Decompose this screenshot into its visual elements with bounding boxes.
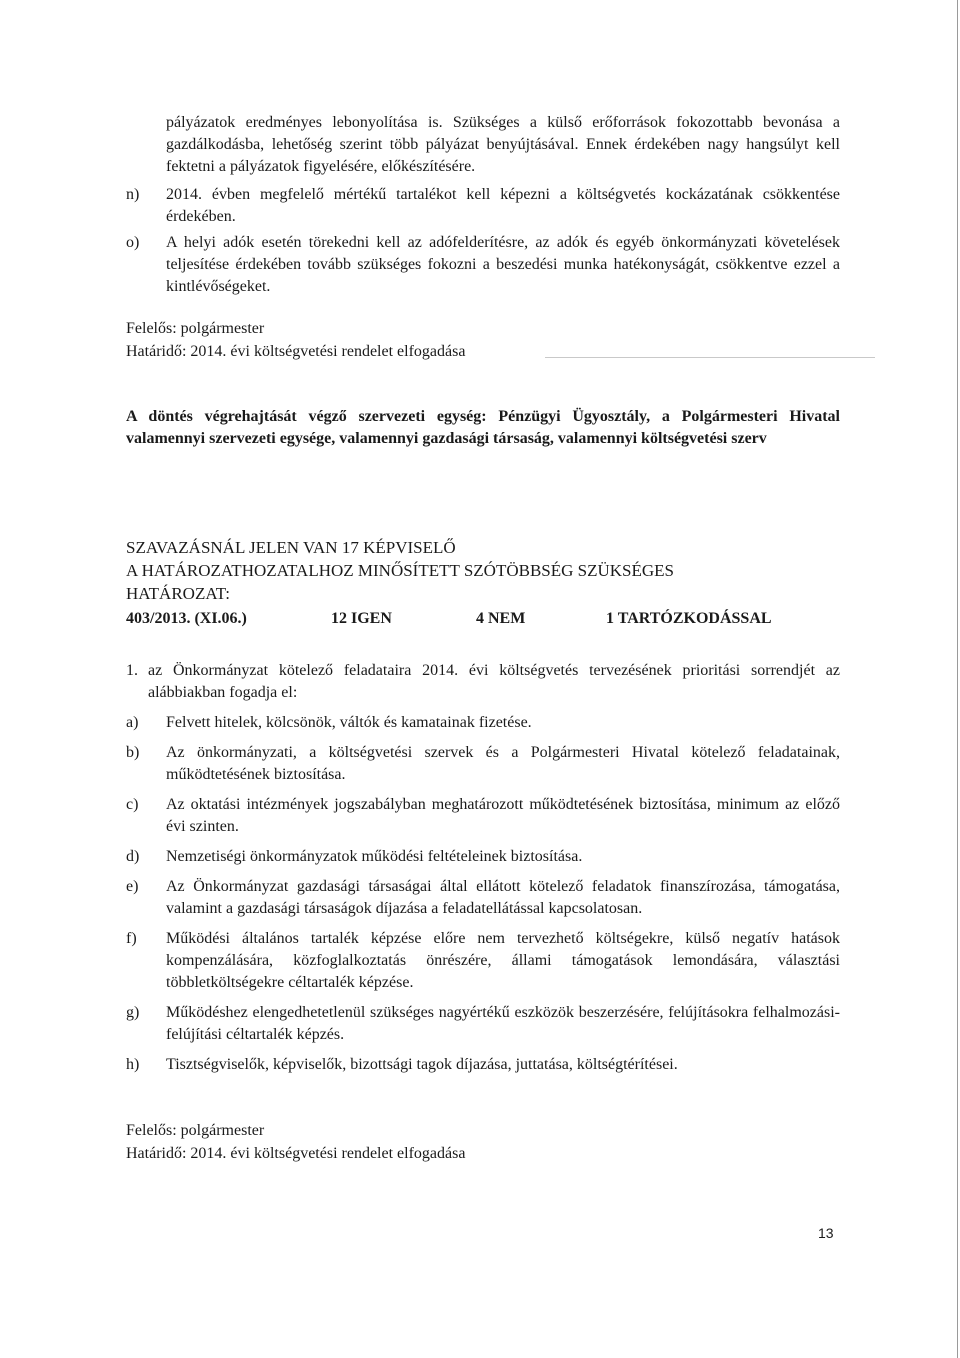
vote-abstain: 1 TARTÓZKODÁSSAL xyxy=(606,610,772,627)
list-item-letter: g) xyxy=(126,1004,140,1021)
page-number: 13 xyxy=(818,1225,834,1241)
list-item-text: Az oktatási intézmények jogszabályban meghatározott működtetésének biztosítása, minimum az előző évi szinten. xyxy=(166,796,840,835)
list-item-letter: h) xyxy=(126,1056,140,1073)
list-item-letter: e) xyxy=(126,878,139,895)
list-item-text: Felvett hitelek, kölcsönök, váltók és kamatainak fizetése. xyxy=(166,714,532,731)
list-item-text: 2014. évben megfelelő mértékű tartalékot kell képezni a költségvetés kockázatának csökkentése érdekében. xyxy=(166,186,840,225)
point-text: az Önkormányzat kötelező feladataira 2014. évi költségvetés tervezésének prioritási sorrendjét az alábbiakban fogadja el: xyxy=(148,662,840,701)
intro-paragraph: pályázatok eredményes lebonyolítása is. Szükséges a külső erőforrások fokozottabb bevonása a gazdálkodásba, lehetőség szerint több pályázat benyújtásával. Ennek érdekében nagy hangsúlyt kell fektetni a pályázatok figyelésére, előkészítésére. xyxy=(166,114,840,175)
list-item-letter: a) xyxy=(126,714,139,731)
list-item-text: Nemzetiségi önkormányzatok működési feltételeinek biztosítása. xyxy=(166,848,583,865)
list-item-letter: b) xyxy=(126,744,140,761)
list-item-text: A helyi adók esetén törekedni kell az adófelderítésre, az adók és egyéb önkormányzati követelések teljesítése érdekében tovább szükséges fokozni a beszedési munka hatékonyságát, csökkentve ezzel a kintlévőségeket. xyxy=(166,234,840,295)
point-number: 1. xyxy=(126,662,138,679)
list-item-letter: c) xyxy=(126,796,139,813)
executor-paragraph: A döntés végrehajtását végző szervezeti egység: Pénzügyi Ügyosztály, a Polgármesteri Hivatal valamennyi szervezeti egysége, valamennyi gazdasági társaság, valamennyi költségvetési szerv xyxy=(126,408,840,447)
list-item-letter: o) xyxy=(126,234,140,251)
list-item-text: Működési általános tartalék képzése előre nem tervezhető költségekre, külső negatív hatások kompenzálására, közfoglalkoztatás önrészére, állami támogatások lemondására, választási többletköltségekre céltartalék képzése. xyxy=(166,930,840,991)
resolution-label: HATÁROZAT: xyxy=(126,584,230,603)
list-item-text: Az önkormányzati, a költségvetési szervek és a Polgármesteri Hivatal kötelező feladatainak, működtetésének biztosítása. xyxy=(166,744,840,783)
list-item-letter: d) xyxy=(126,848,140,865)
scan-artifact xyxy=(545,357,875,358)
responsible-line: Felelős: polgármester xyxy=(126,1122,265,1139)
resolution-number: 403/2013. (XI.06.) xyxy=(126,610,247,627)
vote-presence-line: SZAVAZÁSNÁL JELEN VAN 17 KÉPVISELŐ xyxy=(126,538,456,557)
scan-edge xyxy=(957,0,958,1358)
vote-no: 4 NEM xyxy=(476,610,526,627)
list-item-letter: n) xyxy=(126,186,140,203)
list-item-letter: f) xyxy=(126,930,137,947)
vote-yes: 12 IGEN xyxy=(331,610,392,627)
vote-majority-line: A HATÁROZATHOZATALHOZ MINŐSÍTETT SZÓTÖBBSÉG SZÜKSÉGES xyxy=(126,561,674,580)
list-item-text: Az Önkormányzat gazdasági társaságai által ellátott kötelező feladatok finanszírozása, támogatása, valamint a gazdasági társaságok díjazása a feladatellátással kapcsolatosan. xyxy=(166,878,840,917)
deadline-line: Határidő: 2014. évi költségvetési rendelet elfogadása xyxy=(126,343,466,360)
list-item-text: Működéshez elengedhetetlenül szükséges nagyértékű eszközök beszerzésére, felújításokra felhalmozási- felújítási céltartalék képzés. xyxy=(166,1004,840,1043)
deadline-line: Határidő: 2014. évi költségvetési rendelet elfogadása xyxy=(126,1145,466,1162)
list-item-text: Tisztségviselők, képviselők, bizottsági tagok díjazása, juttatása, költségtérítései. xyxy=(166,1056,678,1073)
responsible-line: Felelős: polgármester xyxy=(126,320,265,337)
